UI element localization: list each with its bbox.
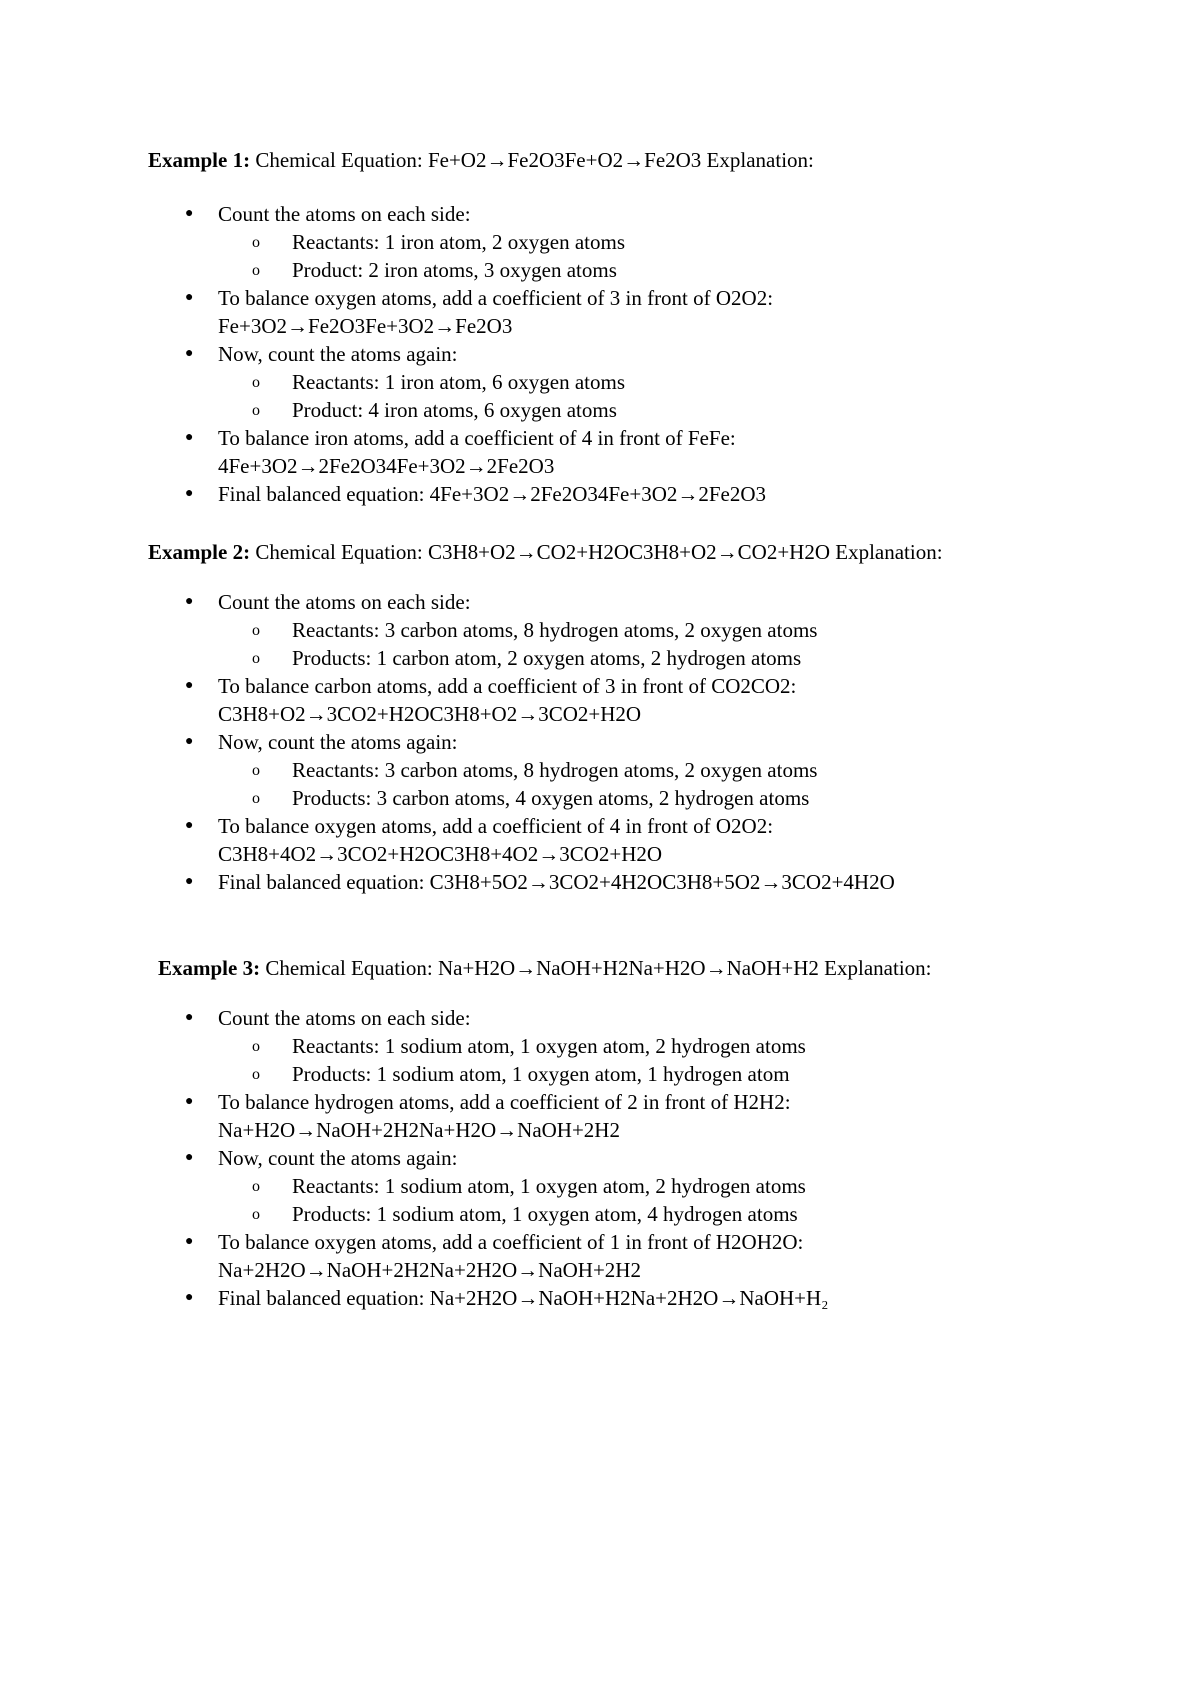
example-section — [0, 954, 1100, 1312]
step-equation: Fe+3O2→Fe2O3Fe+3O2→Fe2O3 — [218, 314, 513, 338]
bullet-icon: ● — [185, 1150, 194, 1165]
step-item — [0, 1144, 1100, 1228]
sub-item — [0, 396, 1100, 424]
example-heading — [158, 954, 1058, 982]
sub-item — [0, 1060, 1100, 1088]
step-item — [0, 284, 1100, 340]
sub-item — [0, 616, 1100, 644]
circle-bullet-icon: o — [252, 1178, 260, 1195]
sub-item-text: Reactants: 3 carbon atoms, 8 hydrogen atoms, 2 oxygen atoms — [292, 618, 818, 642]
bullet-icon: ● — [185, 290, 194, 305]
sub-item-text: Reactants: 1 iron atom, 6 oxygen atoms — [292, 370, 626, 394]
bullet-icon: ● — [185, 874, 194, 889]
step-item — [0, 588, 1100, 672]
step-text: Count the atoms on each side: — [218, 202, 471, 226]
step-item — [0, 480, 1100, 508]
example-heading-text: Chemical Equation: Na+H2O→NaOH+H2Na+H2O→NaOH+H2 Explanation: — [260, 956, 932, 980]
example-heading — [148, 538, 1048, 566]
bullet-icon: ● — [185, 1234, 194, 1249]
step-item — [0, 424, 1100, 480]
step-list — [0, 1004, 1100, 1312]
step-text: Now, count the atoms again: — [218, 730, 458, 754]
circle-bullet-icon: o — [252, 374, 260, 391]
step-item — [0, 672, 1100, 728]
step-text: To balance oxygen atoms, add a coefficient of 3 in front of O2O2: — [218, 286, 774, 310]
example-heading-label: Example 2: — [148, 540, 251, 564]
circle-bullet-icon: o — [252, 262, 260, 279]
bullet-icon: ● — [185, 594, 194, 609]
step-equation: C3H8+4O2→3CO2+H2OC3H8+4O2→3CO2+H2O — [218, 842, 663, 866]
step-text: Final balanced equation: 4Fe+3O2→2Fe2O34Fe+3O2→2Fe2O3 — [218, 482, 767, 506]
step-text: To balance hydrogen atoms, add a coefficient of 2 in front of H2H2: — [218, 1090, 791, 1114]
step-equation: 4Fe+3O2→2Fe2O34Fe+3O2→2Fe2O3 — [218, 454, 555, 478]
circle-bullet-icon: o — [252, 762, 260, 779]
step-text: Now, count the atoms again: — [218, 342, 458, 366]
bullet-icon: ● — [185, 818, 194, 833]
sub-item-text: Reactants: 1 sodium atom, 1 oxygen atom, 2 hydrogen atoms — [292, 1034, 806, 1058]
step-item — [0, 1284, 1100, 1312]
sub-item — [0, 756, 1100, 784]
sub-item-text: Product: 2 iron atoms, 3 oxygen atoms — [292, 258, 617, 282]
circle-bullet-icon: o — [252, 1206, 260, 1223]
circle-bullet-icon: o — [252, 1066, 260, 1083]
step-equation: Na+H2O→NaOH+2H2Na+H2O→NaOH+2H2 — [218, 1118, 620, 1142]
circle-bullet-icon: o — [252, 234, 260, 251]
example-heading-text: Chemical Equation: Fe+O2→Fe2O3Fe+O2→Fe2O3 Explanation: — [250, 148, 814, 172]
step-item — [0, 868, 1100, 896]
sub-list — [218, 616, 1100, 672]
step-item — [0, 1228, 1100, 1284]
sub-item — [0, 1032, 1100, 1060]
sub-item-text: Reactants: 1 iron atom, 2 oxygen atoms — [292, 230, 626, 254]
step-text: To balance carbon atoms, add a coefficient of 3 in front of CO2CO2: — [218, 674, 797, 698]
sub-item-text: Reactants: 1 sodium atom, 1 oxygen atom, 2 hydrogen atoms — [292, 1174, 806, 1198]
step-text: Now, count the atoms again: — [218, 1146, 458, 1170]
sub-item — [0, 256, 1100, 284]
step-item — [0, 1004, 1100, 1088]
step-text: Final balanced equation: Na+2H2O→NaOH+H2Na+2H2O→NaOH+H₂ — [218, 1286, 829, 1310]
circle-bullet-icon: o — [252, 1038, 260, 1055]
step-item — [0, 200, 1100, 284]
sub-list — [218, 1032, 1100, 1088]
bullet-icon: ● — [185, 486, 194, 501]
step-equation: Na+2H2O→NaOH+2H2Na+2H2O→NaOH+2H2 — [218, 1258, 641, 1282]
example-heading-label: Example 1: — [148, 148, 251, 172]
bullet-icon: ● — [185, 430, 194, 445]
sub-list — [218, 368, 1100, 424]
step-text: Final balanced equation: C3H8+5O2→3CO2+4H2OC3H8+5O2→3CO2+4H2O — [218, 870, 895, 894]
sub-item — [0, 1200, 1100, 1228]
bullet-icon: ● — [185, 1290, 194, 1305]
bullet-icon: ● — [185, 1010, 194, 1025]
sub-item-text: Product: 4 iron atoms, 6 oxygen atoms — [292, 398, 617, 422]
step-item — [0, 812, 1100, 868]
example-section — [0, 538, 1100, 896]
bullet-icon: ● — [185, 346, 194, 361]
sub-item-text: Products: 1 carbon atom, 2 oxygen atoms, 2 hydrogen atoms — [292, 646, 802, 670]
sub-item-text: Products: 1 sodium atom, 1 oxygen atom, 1 hydrogen atom — [292, 1062, 790, 1086]
sub-item-text: Products: 3 carbon atoms, 4 oxygen atoms, 2 hydrogen atoms — [292, 786, 810, 810]
sub-list — [218, 756, 1100, 812]
bullet-icon: ● — [185, 678, 194, 693]
sub-item — [0, 368, 1100, 396]
bullet-icon: ● — [185, 734, 194, 749]
bullet-icon: ● — [185, 206, 194, 221]
step-text: To balance oxygen atoms, add a coefficient of 4 in front of O2O2: — [218, 814, 774, 838]
step-list — [0, 588, 1100, 896]
example-section — [0, 146, 1100, 508]
sub-item — [0, 784, 1100, 812]
step-item — [0, 728, 1100, 812]
example-heading — [148, 146, 1048, 174]
circle-bullet-icon: o — [252, 650, 260, 667]
step-item — [0, 340, 1100, 424]
circle-bullet-icon: o — [252, 402, 260, 419]
step-list — [0, 200, 1100, 508]
step-text: To balance iron atoms, add a coefficient of 4 in front of FeFe: — [218, 426, 736, 450]
step-text: To balance oxygen atoms, add a coefficient of 1 in front of H2OH2O: — [218, 1230, 804, 1254]
sub-item — [0, 644, 1100, 672]
circle-bullet-icon: o — [252, 790, 260, 807]
step-equation: C3H8+O2→3CO2+H2OC3H8+O2→3CO2+H2O — [218, 702, 642, 726]
sub-item — [0, 228, 1100, 256]
step-text: Count the atoms on each side: — [218, 590, 471, 614]
sub-list — [218, 1172, 1100, 1228]
sub-list — [218, 228, 1100, 284]
bullet-icon: ● — [185, 1094, 194, 1109]
step-text: Count the atoms on each side: — [218, 1006, 471, 1030]
sub-item-text: Products: 1 sodium atom, 1 oxygen atom, 4 hydrogen atoms — [292, 1202, 798, 1226]
example-heading-label: Example 3: — [158, 956, 261, 980]
example-heading-text: Chemical Equation: C3H8+O2→CO2+H2OC3H8+O2→CO2+H2O Explanation: — [250, 540, 943, 564]
circle-bullet-icon: o — [252, 622, 260, 639]
sub-item — [0, 1172, 1100, 1200]
sub-item-text: Reactants: 3 carbon atoms, 8 hydrogen atoms, 2 oxygen atoms — [292, 758, 818, 782]
step-item — [0, 1088, 1100, 1144]
